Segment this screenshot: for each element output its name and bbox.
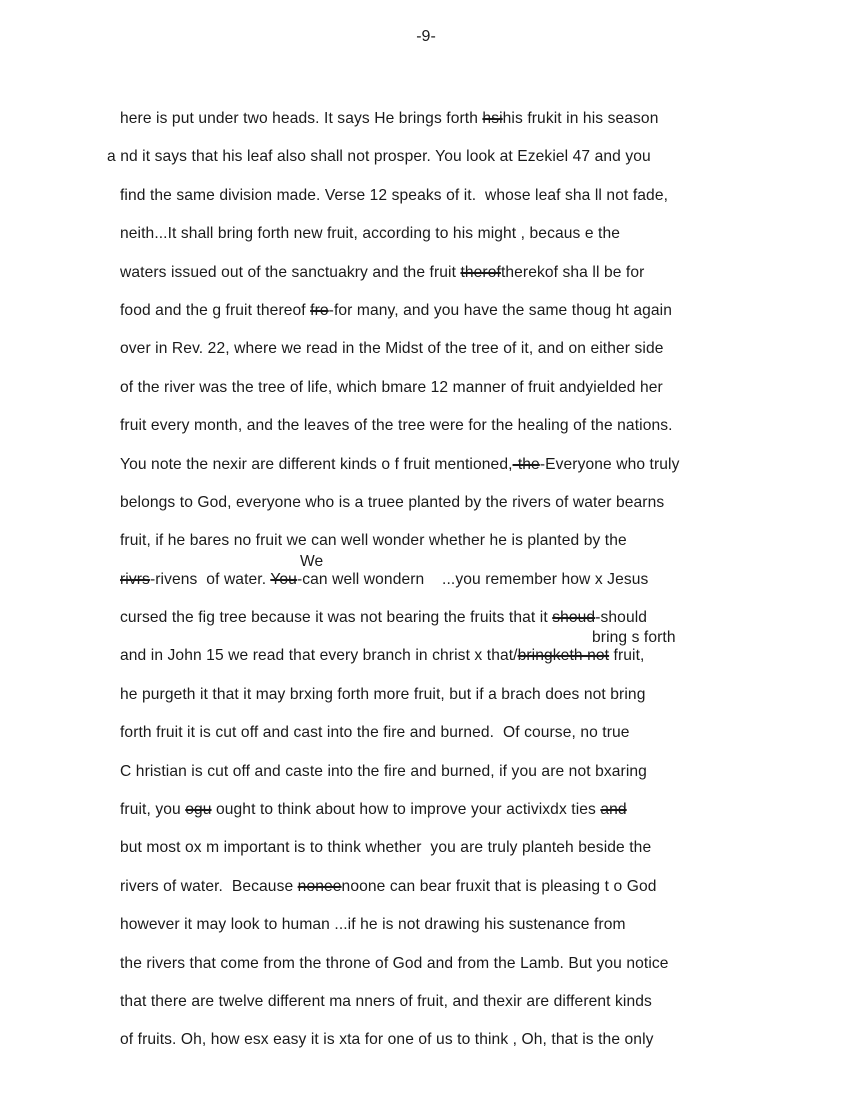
text-line	[120, 906, 820, 944]
text-segment: -can well wondern ...you remember how x Jesus	[296, 570, 649, 588]
text-line	[120, 676, 820, 714]
text-segment: but most ox m important is to think whether you are truly planteh beside the	[120, 839, 652, 857]
page-number: -9-	[416, 28, 436, 45]
text-segment: fruit, if he bares no fruit we can well wonder whether he is planted by the	[120, 532, 627, 550]
text-segment: You note the nexir are different kinds o f fruit mentioned,	[120, 455, 513, 473]
text-segment: -should	[595, 609, 648, 627]
text-line	[120, 484, 820, 522]
struck-text: fro	[310, 301, 329, 319]
struck-text: nonee	[297, 877, 342, 895]
text-segment: fruit,	[609, 647, 645, 665]
text-line	[120, 215, 820, 253]
text-segment: cursed the fig tree because it was not bearing the fruits that it	[120, 609, 553, 627]
struck-text: -the	[512, 455, 540, 473]
text-line	[120, 629, 820, 675]
text-line	[120, 100, 820, 138]
struck-text: ogu	[185, 801, 212, 819]
text-segment: find the same division made. Verse 12 speaks of it. whose leaf sha ll not fade,	[120, 186, 669, 204]
text-segment: -for many, and you have the same thoug ht again	[328, 301, 673, 319]
text-line	[120, 829, 820, 867]
handwritten-insertion: We	[300, 552, 324, 570]
document-body	[107, 100, 820, 1060]
text-segment: fruit, you	[120, 801, 186, 819]
text-segment: a nd it says that his leaf also shall not prosper. You look at Ezekiel 47 and you	[107, 148, 651, 166]
text-line	[120, 753, 820, 791]
text-line	[120, 552, 820, 599]
text-line	[120, 791, 820, 829]
struck-text: rivrs	[120, 570, 150, 588]
text-segment: rivers of water. Because	[120, 877, 298, 895]
text-line	[120, 292, 820, 330]
text-line	[120, 177, 820, 215]
text-line	[120, 369, 820, 407]
text-segment: belongs to God, everyone who is a truee planted by the rivers of water bearns	[120, 493, 665, 511]
text-line	[120, 330, 820, 368]
text-segment: -rivens of water.	[149, 570, 271, 588]
struck-text: therof	[460, 263, 501, 281]
struck-text: shoud	[552, 609, 596, 627]
text-segment: noone can bear fruxit that is pleasing t o God	[341, 877, 657, 895]
text-segment: waters issued out of the sanctuakry and the fruit	[120, 263, 461, 281]
text-segment: that there are twelve different ma nners of fruit, and thexir are different kinds	[120, 992, 652, 1010]
text-segment: C hristian is cut off and caste into the fire and burned, if you are not bxaring	[120, 762, 647, 780]
text-segment: fruit every month, and the leaves of the tree were for the healing of the nations.	[120, 417, 673, 435]
text-segment: forth fruit it is cut off and cast into the fire and burned. Of course, no true	[120, 724, 630, 742]
struck-text: bringketh not	[517, 647, 610, 665]
text-segment: his frukit in his season	[502, 110, 659, 127]
text-line	[120, 254, 820, 292]
text-segment: of fruits. Oh, how esx easy it is xta for one of us to think , Oh, that is the only	[120, 1031, 654, 1049]
text-line	[107, 138, 820, 176]
text-line	[120, 868, 820, 906]
text-segment: and in John 15 we read that every branch in christ x that/	[120, 647, 518, 665]
text-line	[120, 714, 820, 752]
text-segment: neith...It shall bring forth new fruit, according to his might , becaus e the	[120, 225, 621, 243]
struck-text: hsi	[482, 110, 503, 127]
text-segment: ought to think about how to improve your activixdx ties	[211, 801, 601, 819]
text-segment: therekof sha ll be for	[500, 263, 645, 281]
text-segment: here is put under two heads. It says He brings forth	[120, 110, 483, 127]
text-segment: however it may look to human ...if he is not drawing his sustenance from	[120, 916, 626, 934]
struck-text: You	[270, 570, 297, 588]
text-segment: he purgeth it that it may brxing forth more fruit, but if a brach does not bring	[120, 685, 646, 703]
text-line	[120, 599, 820, 637]
text-line	[120, 522, 820, 560]
text-segment: of the river was the tree of life, which bmare 12 manner of fruit andyielded her	[120, 378, 663, 396]
text-line	[120, 1021, 820, 1059]
text-segment: the rivers that come from the throne of God and from the Lamb. But you notice	[120, 954, 669, 972]
handwritten-insertion: bring s forth	[592, 629, 676, 647]
text-segment: -Everyone who truly	[539, 455, 680, 473]
struck-text: and	[600, 801, 627, 819]
text-line	[120, 407, 820, 445]
text-line	[120, 983, 820, 1021]
text-line	[120, 446, 820, 484]
text-segment: over in Rev. 22, where we read in the Midst of the tree of it, and on either side	[120, 340, 664, 358]
text-segment: food and the g fruit thereof	[120, 301, 311, 319]
text-line	[120, 945, 820, 983]
